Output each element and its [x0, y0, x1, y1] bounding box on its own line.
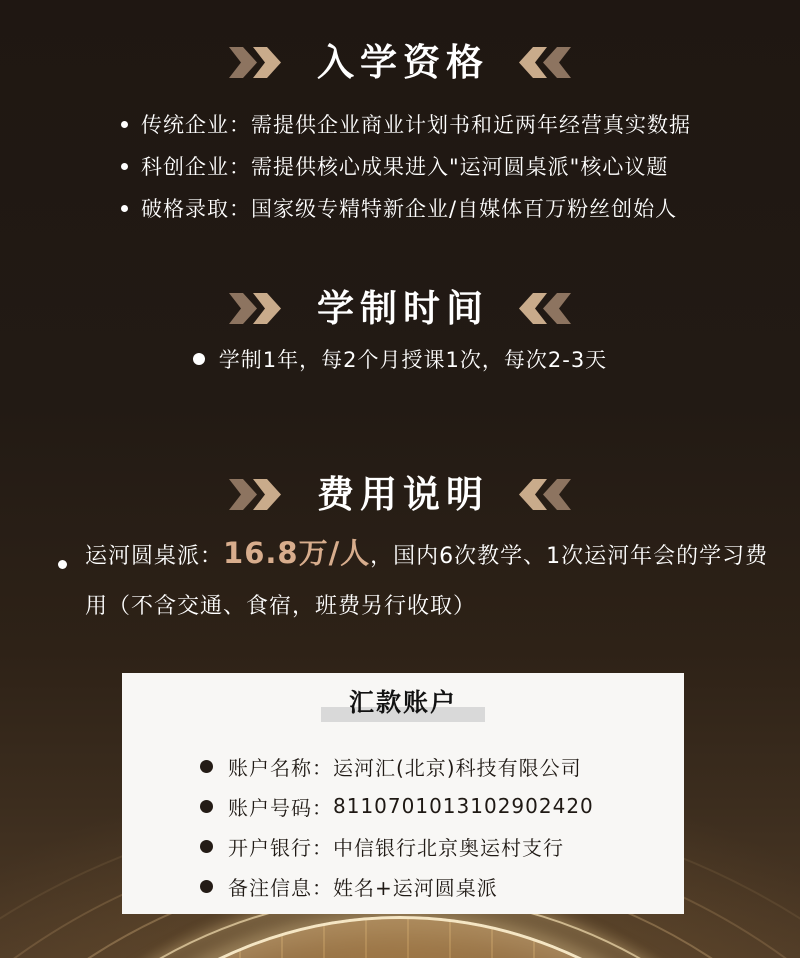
card-row-remark [200, 866, 684, 906]
row-value: 8110701013102902420 [333, 794, 594, 818]
card-title-text: 汇款账户 [348, 688, 457, 717]
chevrons-left-icon [517, 479, 571, 510]
row-value: 姓名+运河圆桌派 [333, 875, 498, 900]
list-item [121, 145, 691, 187]
list-item-text: 科创企业：需提供核心成果进入"运河圆桌派"核心议题 [141, 155, 669, 179]
section-header-schedule [0, 286, 800, 330]
row-label: 备注信息： [228, 875, 333, 900]
bullet-dot-icon [58, 560, 67, 569]
fee-suffix: ，国内6次教学、1次运河年会的学习费用（不含交通、食宿，班费另行收取） [85, 544, 769, 619]
bullet-dot-icon [200, 800, 213, 813]
schedule-text: 学制1年，每2个月授课1次，每次2-3天 [218, 348, 608, 372]
golden-dome [0, 916, 800, 958]
bullet-dot-icon [121, 205, 128, 212]
admission-list [121, 103, 691, 229]
section-title-admission: 入学资格 [317, 40, 489, 84]
bullet-dot-icon [200, 840, 213, 853]
chevrons-right-icon [229, 47, 283, 78]
list-item [121, 103, 691, 145]
chevrons-right-icon [229, 479, 283, 510]
fee-amount: 16.8万/人 [223, 536, 371, 570]
chevrons-left-icon [517, 293, 571, 324]
section-title-fee: 费用说明 [317, 472, 489, 516]
bullet-dot-icon [200, 880, 213, 893]
card-row-account-name [200, 746, 684, 786]
row-label: 账户号码： [228, 795, 333, 820]
card-row-account-number [200, 786, 684, 826]
fee-paragraph [85, 528, 775, 632]
card-rows [122, 746, 684, 906]
card-title [349, 688, 457, 718]
list-item-text: 传统企业：需提供企业商业计划书和近两年经营真实数据 [141, 113, 691, 137]
fee-prefix: 运河圆桌派： [85, 544, 224, 569]
section-header-admission [0, 40, 800, 84]
chevrons-left-icon [517, 47, 571, 78]
list-item-text: 破格录取：国家级专精特新企业/自媒体百万粉丝创始人 [141, 197, 678, 221]
row-label: 账户名称： [228, 755, 333, 780]
remittance-card [122, 673, 684, 914]
row-value: 运河汇(北京)科技有限公司 [333, 755, 582, 780]
bullet-dot-icon [121, 163, 128, 170]
schedule-line [0, 344, 800, 374]
list-item [121, 187, 691, 229]
bullet-dot-icon [193, 353, 205, 365]
row-value: 中信银行北京奥运村支行 [333, 835, 564, 860]
section-title-schedule: 学制时间 [317, 286, 489, 330]
card-title-wrap [122, 688, 684, 718]
section-header-fee [0, 472, 800, 516]
row-label: 开户银行： [228, 835, 333, 860]
bullet-dot-icon [200, 760, 213, 773]
bullet-dot-icon [121, 121, 128, 128]
chevrons-right-icon [229, 293, 283, 324]
card-row-bank [200, 826, 684, 866]
